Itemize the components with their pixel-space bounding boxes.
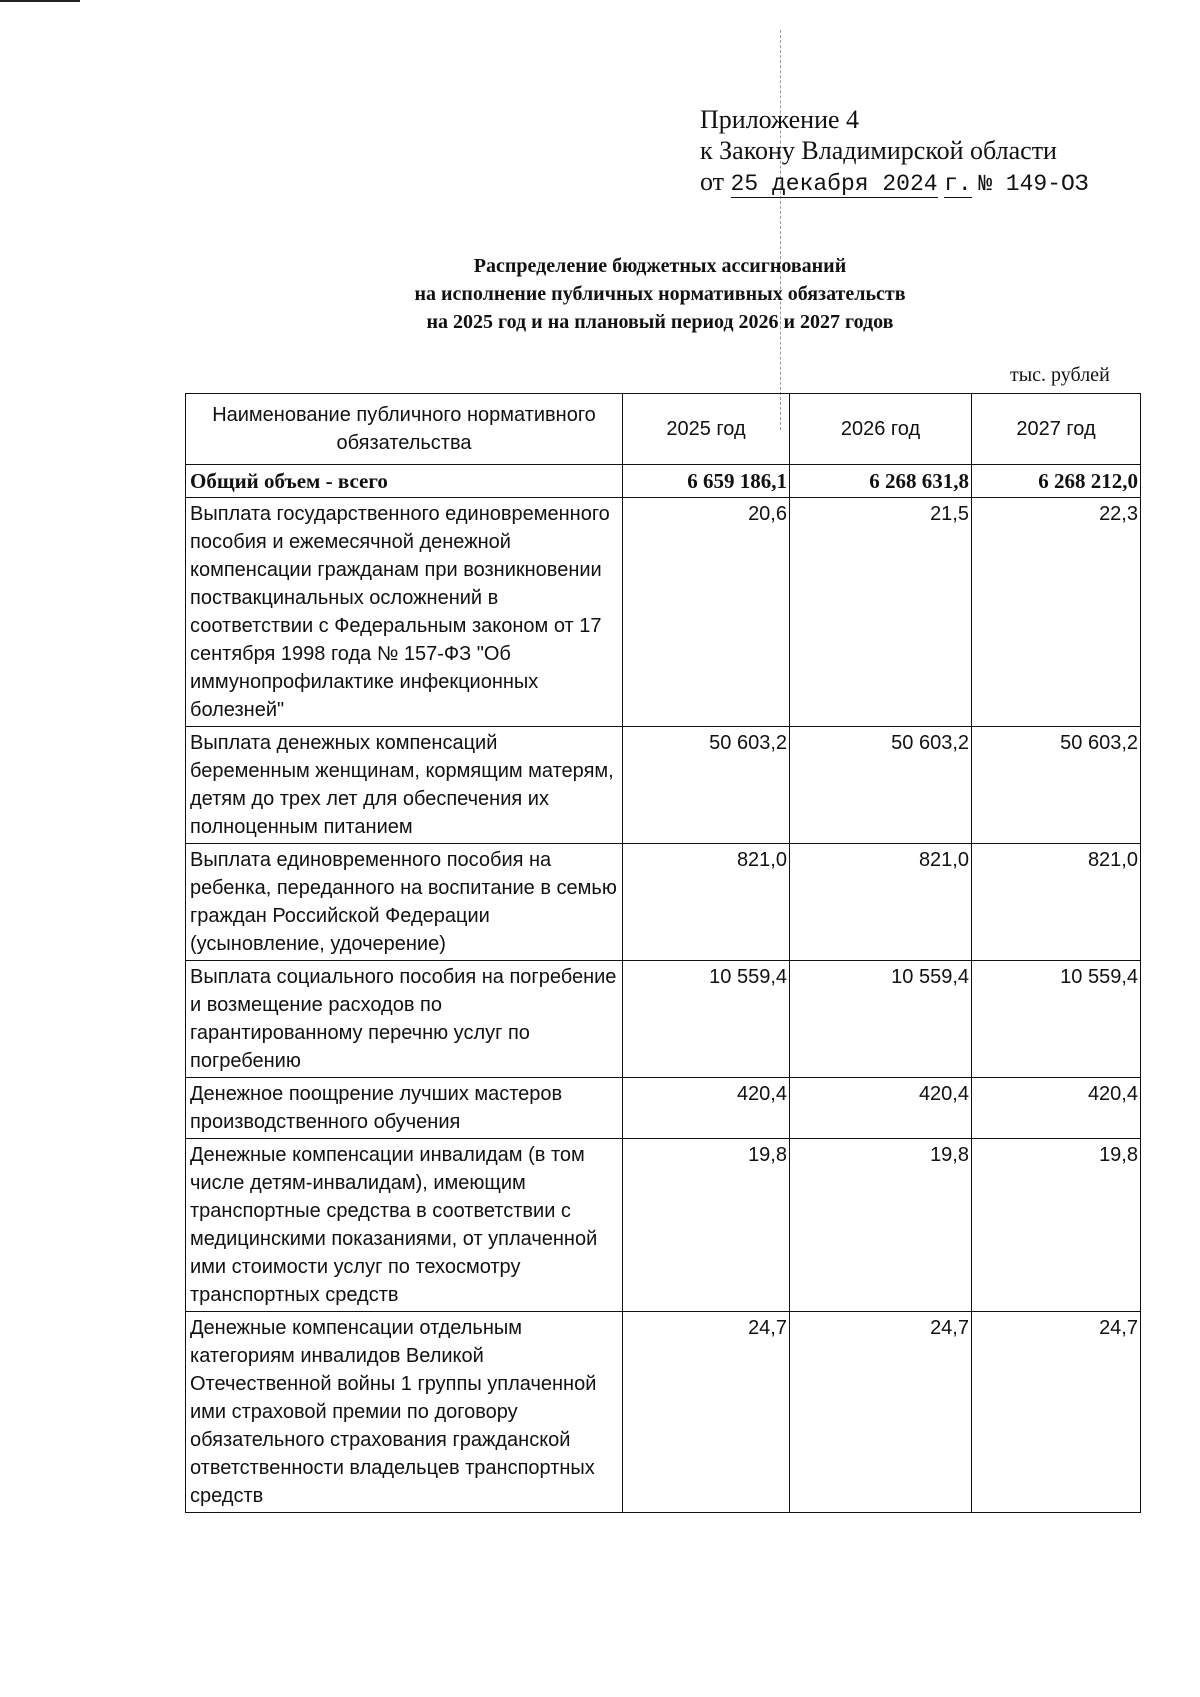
row-2026: 821,0 — [790, 844, 972, 961]
table-row — [186, 961, 1141, 1078]
total-2027: 6 268 212,0 — [972, 465, 1141, 498]
appendix-header — [700, 104, 1089, 200]
row-2027: 19,8 — [972, 1139, 1141, 1312]
table-row — [186, 844, 1141, 961]
document-title — [290, 252, 1030, 336]
row-name: Выплата социального пособия на погребение и возмещение расходов по гарантированному перечню услуг по погребению — [186, 961, 623, 1078]
appendix-line-3 — [700, 166, 1089, 200]
title-line-3: на 2025 год и на плановый период 2026 и 2027 годов — [426, 311, 894, 333]
row-2026: 24,7 — [790, 1312, 972, 1513]
row-2027: 10 559,4 — [972, 961, 1141, 1078]
row-2026: 420,4 — [790, 1078, 972, 1139]
title-line-1: Распределение бюджетных ассигнований — [473, 255, 847, 277]
row-2025: 10 559,4 — [623, 961, 790, 1078]
appendix-line-1: Приложение 4 — [700, 105, 860, 134]
appendix-date-prefix: от — [700, 167, 725, 196]
row-2027: 420,4 — [972, 1078, 1141, 1139]
total-2026: 6 268 631,8 — [790, 465, 972, 498]
row-name: Выплата государственного единовременного пособия и ежемесячной денежной компенсации гражданам при возникновении поствакцинальных осложнений в соответствии с Федеральным законом от 17 сентября 1998 года № 157-ФЗ "Об иммунопрофилактике инфекционных болезней" — [186, 498, 623, 727]
fold-mark — [780, 30, 781, 430]
row-2027: 50 603,2 — [972, 727, 1141, 844]
total-row — [186, 465, 1141, 498]
appendix-law-number: № 149-ОЗ — [978, 171, 1089, 197]
table-row — [186, 727, 1141, 844]
row-name: Денежное поощрение лучших мастеров производственного обучения — [186, 1078, 623, 1139]
row-name: Выплата денежных компенсаций беременным женщинам, кормящим матерям, детям до трех лет для обеспечения их полноценным питанием — [186, 727, 623, 844]
row-name: Денежные компенсации отдельным категориям инвалидов Великой Отечественной войны 1 группы уплаченной ими страховой премии по договору обязательного страхования гражданской ответственности владельцев транспортных средств — [186, 1312, 623, 1513]
table-header-row — [186, 394, 1141, 465]
row-2026: 19,8 — [790, 1139, 972, 1312]
table-row — [186, 1139, 1141, 1312]
appendix-date: 25 декабря 2024 — [730, 171, 938, 197]
row-2027: 22,3 — [972, 498, 1141, 727]
row-2025: 821,0 — [623, 844, 790, 961]
row-2027: 821,0 — [972, 844, 1141, 961]
row-2027: 24,7 — [972, 1312, 1141, 1513]
row-2025: 50 603,2 — [623, 727, 790, 844]
scan-edge-line — [0, 0, 80, 2]
row-2026: 21,5 — [790, 498, 972, 727]
header-2025: 2025 год — [623, 394, 790, 465]
row-name: Выплата единовременного пособия на ребенка, переданного на воспитание в семью граждан Российской Федерации (усыновление, удочерение) — [186, 844, 623, 961]
units-label: тыс. рублей — [1010, 364, 1110, 386]
row-2026: 10 559,4 — [790, 961, 972, 1078]
total-2025: 6 659 186,1 — [623, 465, 790, 498]
table-row — [186, 1078, 1141, 1139]
row-2025: 24,7 — [623, 1312, 790, 1513]
row-2026: 50 603,2 — [790, 727, 972, 844]
table-row — [186, 1312, 1141, 1513]
appendix-line-2: к Закону Владимирской области — [700, 136, 1057, 165]
header-name: Наименование публичного нормативного обязательства — [186, 394, 623, 465]
header-2027: 2027 год — [972, 394, 1141, 465]
total-name: Общий объем - всего — [186, 465, 623, 498]
appendix-year-suffix: г. — [944, 171, 972, 197]
header-2026: 2026 год — [790, 394, 972, 465]
budget-table — [185, 393, 1141, 1513]
title-line-2: на исполнение публичных нормативных обязательств — [414, 283, 906, 305]
row-2025: 20,6 — [623, 498, 790, 727]
row-2025: 420,4 — [623, 1078, 790, 1139]
row-name: Денежные компенсации инвалидам (в том числе детям-инвалидам), имеющим транспортные средства в соответствии с медицинскими показаниями, от уплаченной ими стоимости услуг по техосмотру транспортных средств — [186, 1139, 623, 1312]
table-row — [186, 498, 1141, 727]
row-2025: 19,8 — [623, 1139, 790, 1312]
